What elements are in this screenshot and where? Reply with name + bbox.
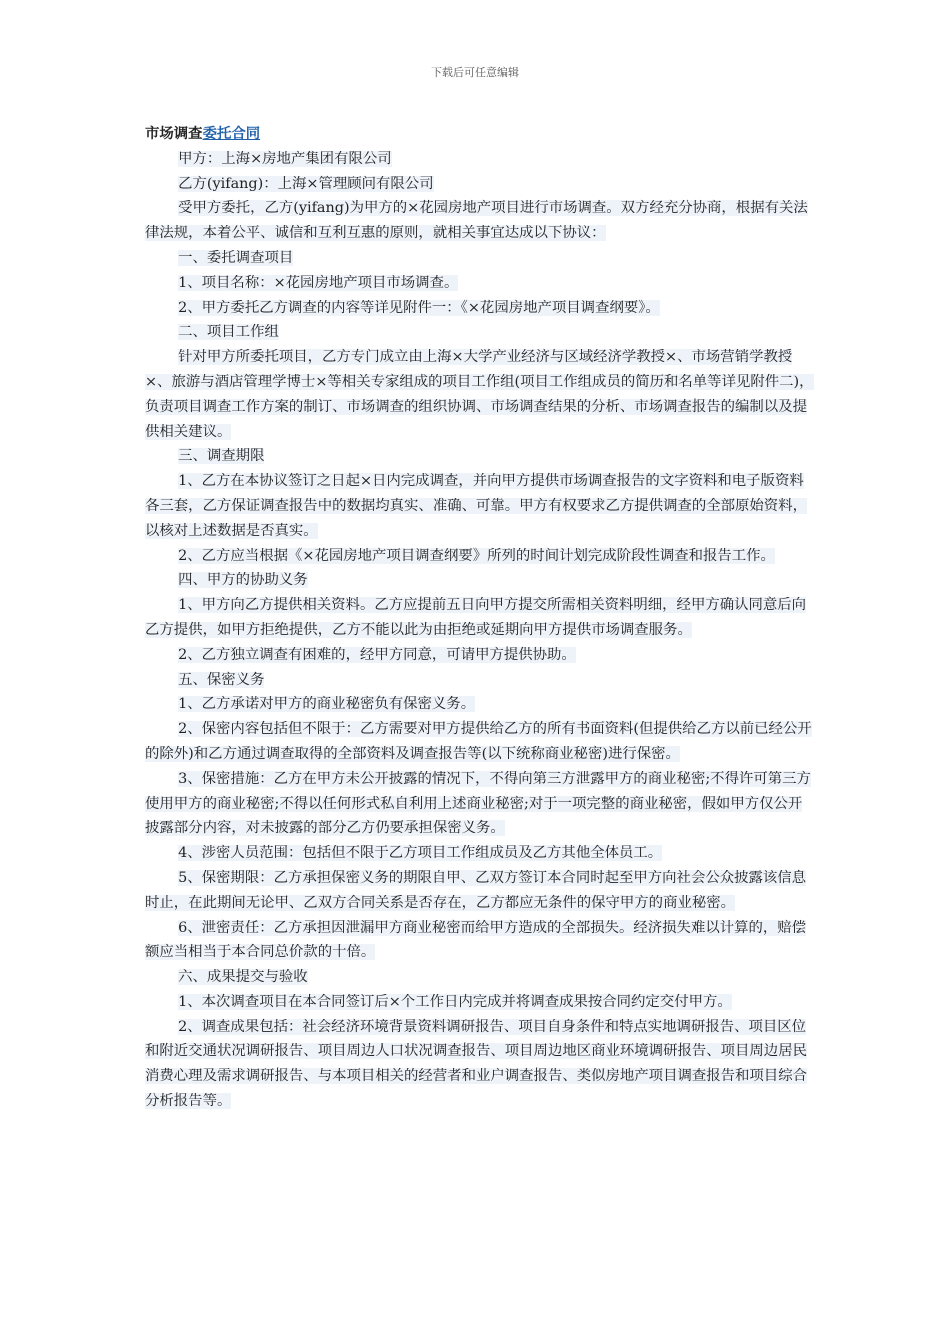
paragraph [145,320,815,345]
paragraph [145,444,815,469]
paragraph [145,544,815,569]
paragraph-text: 一、委托调查项目 [178,249,294,266]
paragraph-text: 2、乙方独立调查有困难的，经甲方同意，可请甲方提供协助。 [178,646,576,663]
paragraph-text: 甲方：上海×房地产集团有限公司 [178,150,392,167]
paragraph-text: 1、甲方向乙方提供相关资料。乙方应提前五日向甲方提交所需相关资料明细，经甲方确认同意后向乙方提供，如甲方拒绝提供，乙方不能以此为由拒绝或延期向甲方提供市场调查服务。 [145,597,807,638]
document-body [145,122,815,1114]
paragraph [145,172,815,197]
paragraph-text: 二、项目工作组 [178,324,279,341]
title-link[interactable]: 委托合同 [202,125,261,142]
paragraph-list [145,147,815,1114]
paragraph-text: 1、本次调查项目在本合同签订后×个工作日内完成并将调查成果按合同约定交付甲方。 [178,993,732,1010]
paragraph [145,196,815,246]
paragraph [145,147,815,172]
paragraph [145,1015,815,1114]
paragraph [145,668,815,693]
paragraph [145,965,815,990]
paragraph [145,593,815,643]
paragraph-text: 五、保密义务 [178,671,265,688]
paragraph-text: 6、泄密责任：乙方承担因泄漏甲方商业秘密而给甲方造成的全部损失。经济损失难以计算的，赔偿额应当相当于本合同总价款的十倍。 [145,919,807,961]
paragraph-text: 2、甲方委托乙方调查的内容等详见附件一：《×花园房地产项目调查纲要》。 [178,299,660,316]
paragraph [145,841,815,866]
paragraph-text: 3、保密措施：乙方在甲方未公开披露的情况下，不得向第三方泄露甲方的商业秘密;不得许可第三方使用甲方的商业秘密;不得以任何形式私自利用上述商业秘密;对于一项完整的商业秘密，假如甲方仅公开披露部分内容，对未披露的部分乙方仍要承担保密义务。 [145,770,811,837]
paragraph-text: 2、调查成果包括：社会经济环境背景资料调研报告、项目自身条件和特点实地调研报告、项目区位和附近交通状况调研报告、项目周边人口状况调查报告、项目周边地区商业环境调研报告、项目周边居民消费心理及需求调研报告、与本项目相关的经营者和业户调查报告、类似房地产项目调查报告和项目综合分析报告等。 [145,1018,807,1110]
paragraph [145,916,815,966]
paragraph-text: 六、成果提交与验收 [178,969,308,986]
paragraph [145,717,815,767]
paragraph [145,271,815,296]
paragraph-text: 受甲方委托，乙方(yifang)为甲方的×花园房地产项目进行市场调查。双方经充分协商，根据有关法律法规，本着公平、诚信和互利互惠的原则，就相关事宜达成以下协议： [145,200,808,242]
title-prefix: 市场调查 [145,125,203,142]
paragraph [145,469,815,543]
paragraph [145,246,815,271]
document-title [145,122,815,147]
paragraph-text: 针对甲方所委托项目，乙方专门成立由上海×大学产业经济与区域经济学教授×、市场营销学教授×、旅游与酒店管理学博士×等相关专家组成的项目工作组(项目工作组成员的简历和名单等详见附件二)，负责项目调查工作方案的制订、市场调查的组织协调、市场调查结果的分析、市场调查报告的编制以及提供相关建议。 [145,349,814,440]
paragraph-text: 4、涉密人员范围：包括但不限于乙方项目工作组成员及乙方其他全体员工。 [178,845,663,862]
header-note: 下载后可任意编辑 [431,66,519,79]
paragraph [145,767,815,841]
paragraph [145,345,815,444]
paragraph [145,990,815,1015]
paragraph-text: 5、保密期限：乙方承担保密义务的期限自甲、乙双方签订本合同时起至甲方向社会公众披露该信息时止，在此期间无论甲、乙双方合同关系是否存在，乙方都应无条件的保守甲方的商业秘密。 [145,869,807,911]
paragraph-text: 1、项目名称：×花园房地产项目市场调查。 [178,274,459,291]
paragraph [145,568,815,593]
paragraph [145,866,815,916]
paragraph-text: 2、乙方应当根据《×花园房地产项目调查纲要》所列的时间计划完成阶段性调查和报告工作。 [178,547,775,564]
paragraph-text: 1、乙方承诺对甲方的商业秘密负有保密义务。 [178,696,476,713]
paragraph-text: 四、甲方的协助义务 [178,572,308,589]
paragraph [145,296,815,321]
paragraph-text: 三、调查期限 [178,448,265,465]
paragraph [145,643,815,668]
paragraph-text: 1、乙方在本协议签订之日起×日内完成调查，并向甲方提供市场调查报告的文字资料和电子版资料各三套，乙方保证调查报告中的数据均真实、准确、可靠。甲方有权要求乙方提供调查的全部原始资料，以核对上述数据是否真实。 [145,473,807,539]
paragraph-text: 乙方(yifang)：上海×管理顾问有限公司 [178,175,434,192]
paragraph-text: 2、保密内容包括但不限于：乙方需要对甲方提供给乙方的所有书面资料(但提供给乙方以前已经公开的除外)和乙方通过调查取得的全部资料及调查报告等(以下统称商业秘密)进行保密。 [145,721,812,762]
paragraph [145,692,815,717]
